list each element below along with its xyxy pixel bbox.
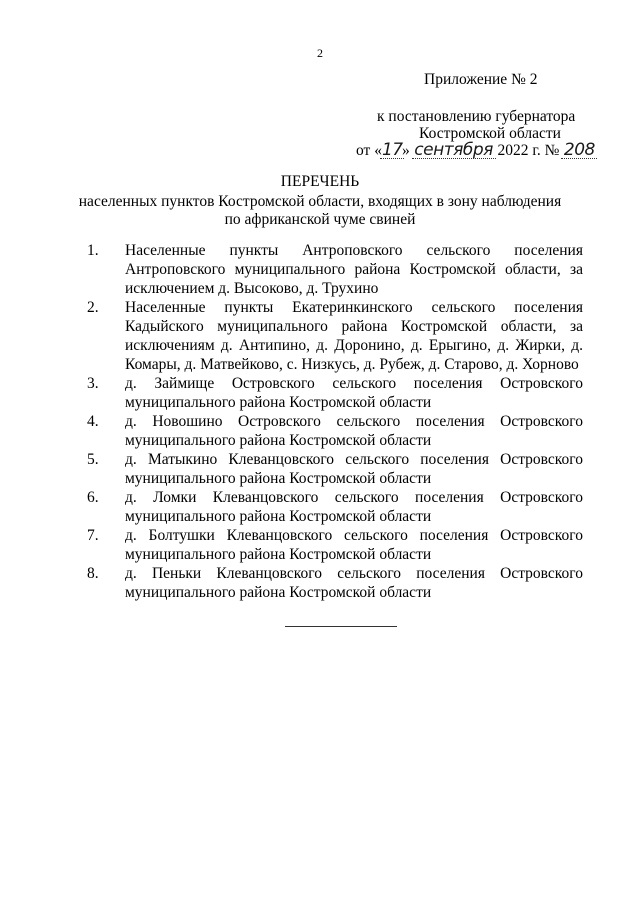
appendix-title: Приложение № 2 [424, 71, 538, 88]
list-item [87, 526, 583, 564]
document-number: 208 [563, 140, 595, 160]
list-item [87, 298, 583, 374]
item-text: д. Пеньки Клеванцовского сельского поселения Островского муниципального района Костромской области [125, 565, 583, 601]
date-mid: » [401, 142, 410, 159]
item-number: 8. [87, 565, 99, 582]
item-text: д. Матыкино Клеванцовского сельского поселения Островского муниципального района Костромской области [125, 451, 583, 487]
list-item [87, 564, 583, 602]
date-month: сентября [414, 140, 493, 160]
document-title: ПЕРЕЧЕНЬ [280, 173, 360, 190]
date-year: 2022 г. № [497, 142, 560, 159]
list-item [87, 488, 583, 526]
date-prefix: от « [356, 142, 382, 159]
item-number: 7. [87, 527, 99, 544]
item-number: 4. [87, 413, 99, 430]
item-text: д. Ломки Клеванцовского сельского поселения Островского муниципального района Костромской области [125, 489, 583, 525]
item-number: 3. [87, 375, 99, 392]
list-item [87, 412, 583, 450]
date-line [356, 141, 595, 160]
item-text: Населенные пункты Екатеринкинского сельского поселения Кадыйского муниципального района Костромской области, за исключениям д. Антипино, д. Доронино, д. Ерыгино, д. Жирки, д. Комары, д. Матвейково, с. Низкусь, д. Рубеж, д. Старово, д. Хорново [125, 299, 583, 373]
item-number: 6. [87, 489, 99, 506]
subtitle-line-2: по африканской чуме свиней [224, 211, 416, 228]
page-number: 2 [317, 46, 323, 60]
date-day: 17 [381, 140, 403, 160]
item-text: д. Новошино Островского сельского поселения Островского муниципального района Костромской области [125, 413, 583, 449]
list-item [87, 241, 583, 298]
subtitle-line-1: населенных пунктов Костромской области, входящих в зону наблюдения [78, 193, 562, 210]
end-divider [285, 626, 397, 627]
region-line: Костромской области [419, 125, 561, 142]
list-item [87, 450, 583, 488]
item-text: Населенные пункты Антроповского сельского поселения Антроповского муниципального района Костромской области, за исключением д. Высоково, д. Трухино [125, 242, 583, 297]
item-text: д. Болтушки Клеванцовского сельского поселения Островского муниципального района Костромской области [125, 527, 583, 563]
list-item [87, 374, 583, 412]
item-number: 1. [87, 242, 99, 259]
resolution-line: к постановлению губернатора [377, 108, 576, 125]
item-number: 2. [87, 299, 99, 316]
item-text: д. Займище Островского сельского поселения Островского муниципального района Костромской области [125, 375, 583, 411]
item-number: 5. [87, 451, 99, 468]
settlements-list [87, 241, 583, 602]
